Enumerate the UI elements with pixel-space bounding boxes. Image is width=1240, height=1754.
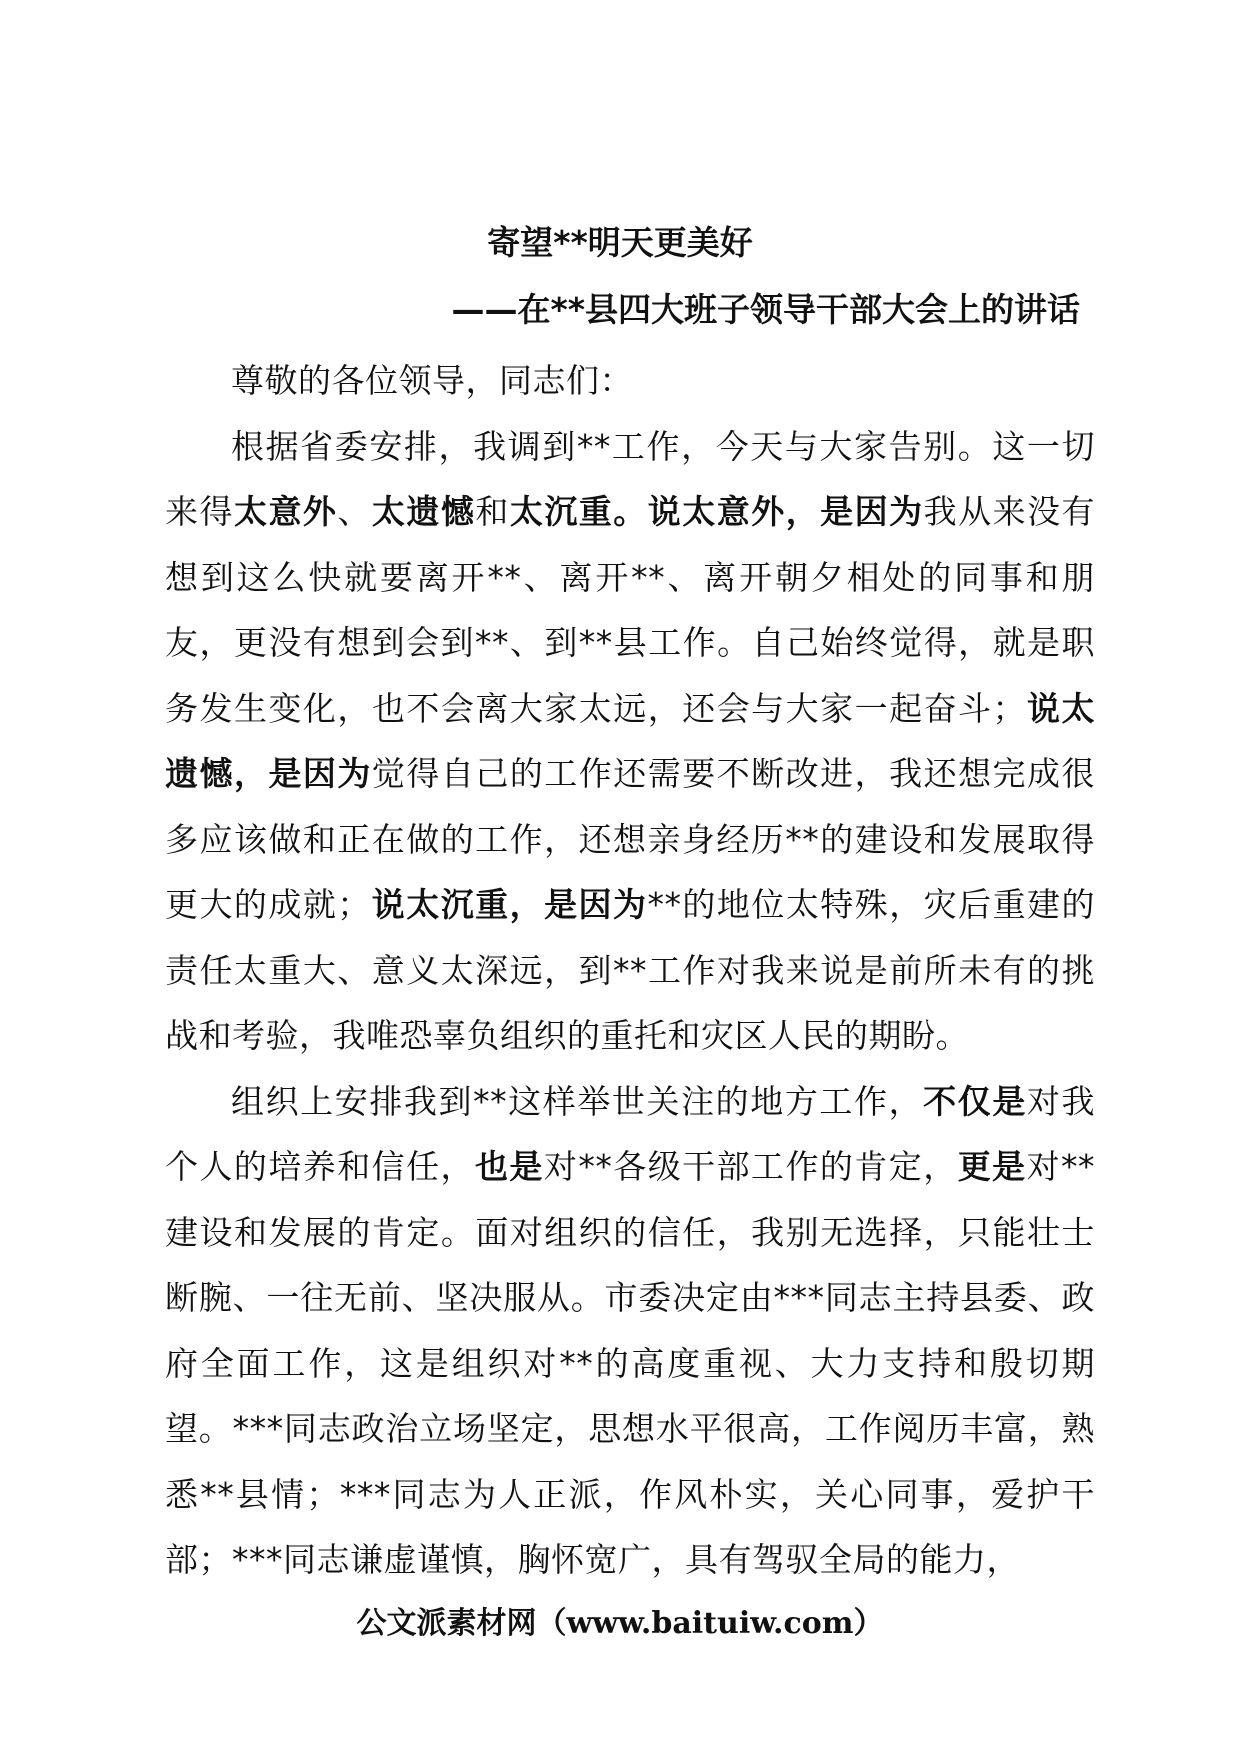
document-body xyxy=(165,348,1095,1593)
paragraph xyxy=(165,1069,1095,1593)
paragraph xyxy=(165,414,1095,1069)
text-run: 觉得自己的工作还需要不断改进，我还想完成很多应该做和正在做的工作，还想亲身经历**的建设和发展取得更大的成就； xyxy=(165,754,1096,924)
text-run: 我从来没有想到这么快就要离开**、离开**、离开朝夕相处的同事和朋友，更没有想到会到**、到**县工作。自己始终觉得，就是职务发生变化，也不会离大家太远，还会与大家一起奋斗； xyxy=(165,492,1096,728)
emphasis-text: 也是 xyxy=(474,1147,544,1186)
text-run: 对**各级干部工作的肯定， xyxy=(543,1147,958,1186)
text-run: 和 xyxy=(475,492,510,531)
text-run: 对我个人的培养和信任， xyxy=(165,1081,1096,1186)
emphasis-text: 太沉重。说太意外，是因为 xyxy=(509,492,924,531)
salutation: 尊敬的各位领导，同志们： xyxy=(231,361,633,400)
document-subtitle: ——在**县四大班子领导干部大会上的讲话 xyxy=(451,290,1080,329)
footer-watermark: 公文派素材网（www.baituiw.com） xyxy=(356,1606,884,1641)
emphasis-text: 太意外 xyxy=(233,492,338,531)
text-run: 对**建设和发展的肯定。面对组织的信任，我别无选择，只能壮士断腕、一往无前、坚决服从。市委决定由***同志主持县委、政府全面工作，这是组织对**的高度重视、大力支持和殷切期望。***同志政治立场坚定，思想水平很高，工作阅历丰富，熟悉**县情；***同志为人正派，作风朴实，关心同事，爱护干部；***同志谦虚谨慎，胸怀宽广，具有驾驭全局的能力， xyxy=(165,1147,1096,1579)
document-title: 寄望**明天更美好 xyxy=(487,223,753,262)
emphasis-text: 不仅是 xyxy=(923,1081,1027,1121)
emphasis-text: 说太沉重，是因为 xyxy=(370,885,648,924)
emphasis-text: 说太遗憾，是因为 xyxy=(165,688,1096,793)
text-run: 根据省委安排，我调到**工作，今天与大家告别。这一切来得 xyxy=(165,426,1095,531)
text-run: **的地位太特殊，灾后重建的责任太重大、意义太深远，到**工作对我来说是前所未有的挑战和考验，我唯恐辜负组织的重托和灾区人民的期盼。 xyxy=(165,885,1096,1055)
emphasis-text: 太遗憾 xyxy=(371,492,476,531)
emphasis-text: 更是 xyxy=(957,1147,1027,1186)
text-run: 、 xyxy=(337,492,372,531)
text-run: 组织上安排我到**这样举世关注的地方工作， xyxy=(231,1081,924,1121)
